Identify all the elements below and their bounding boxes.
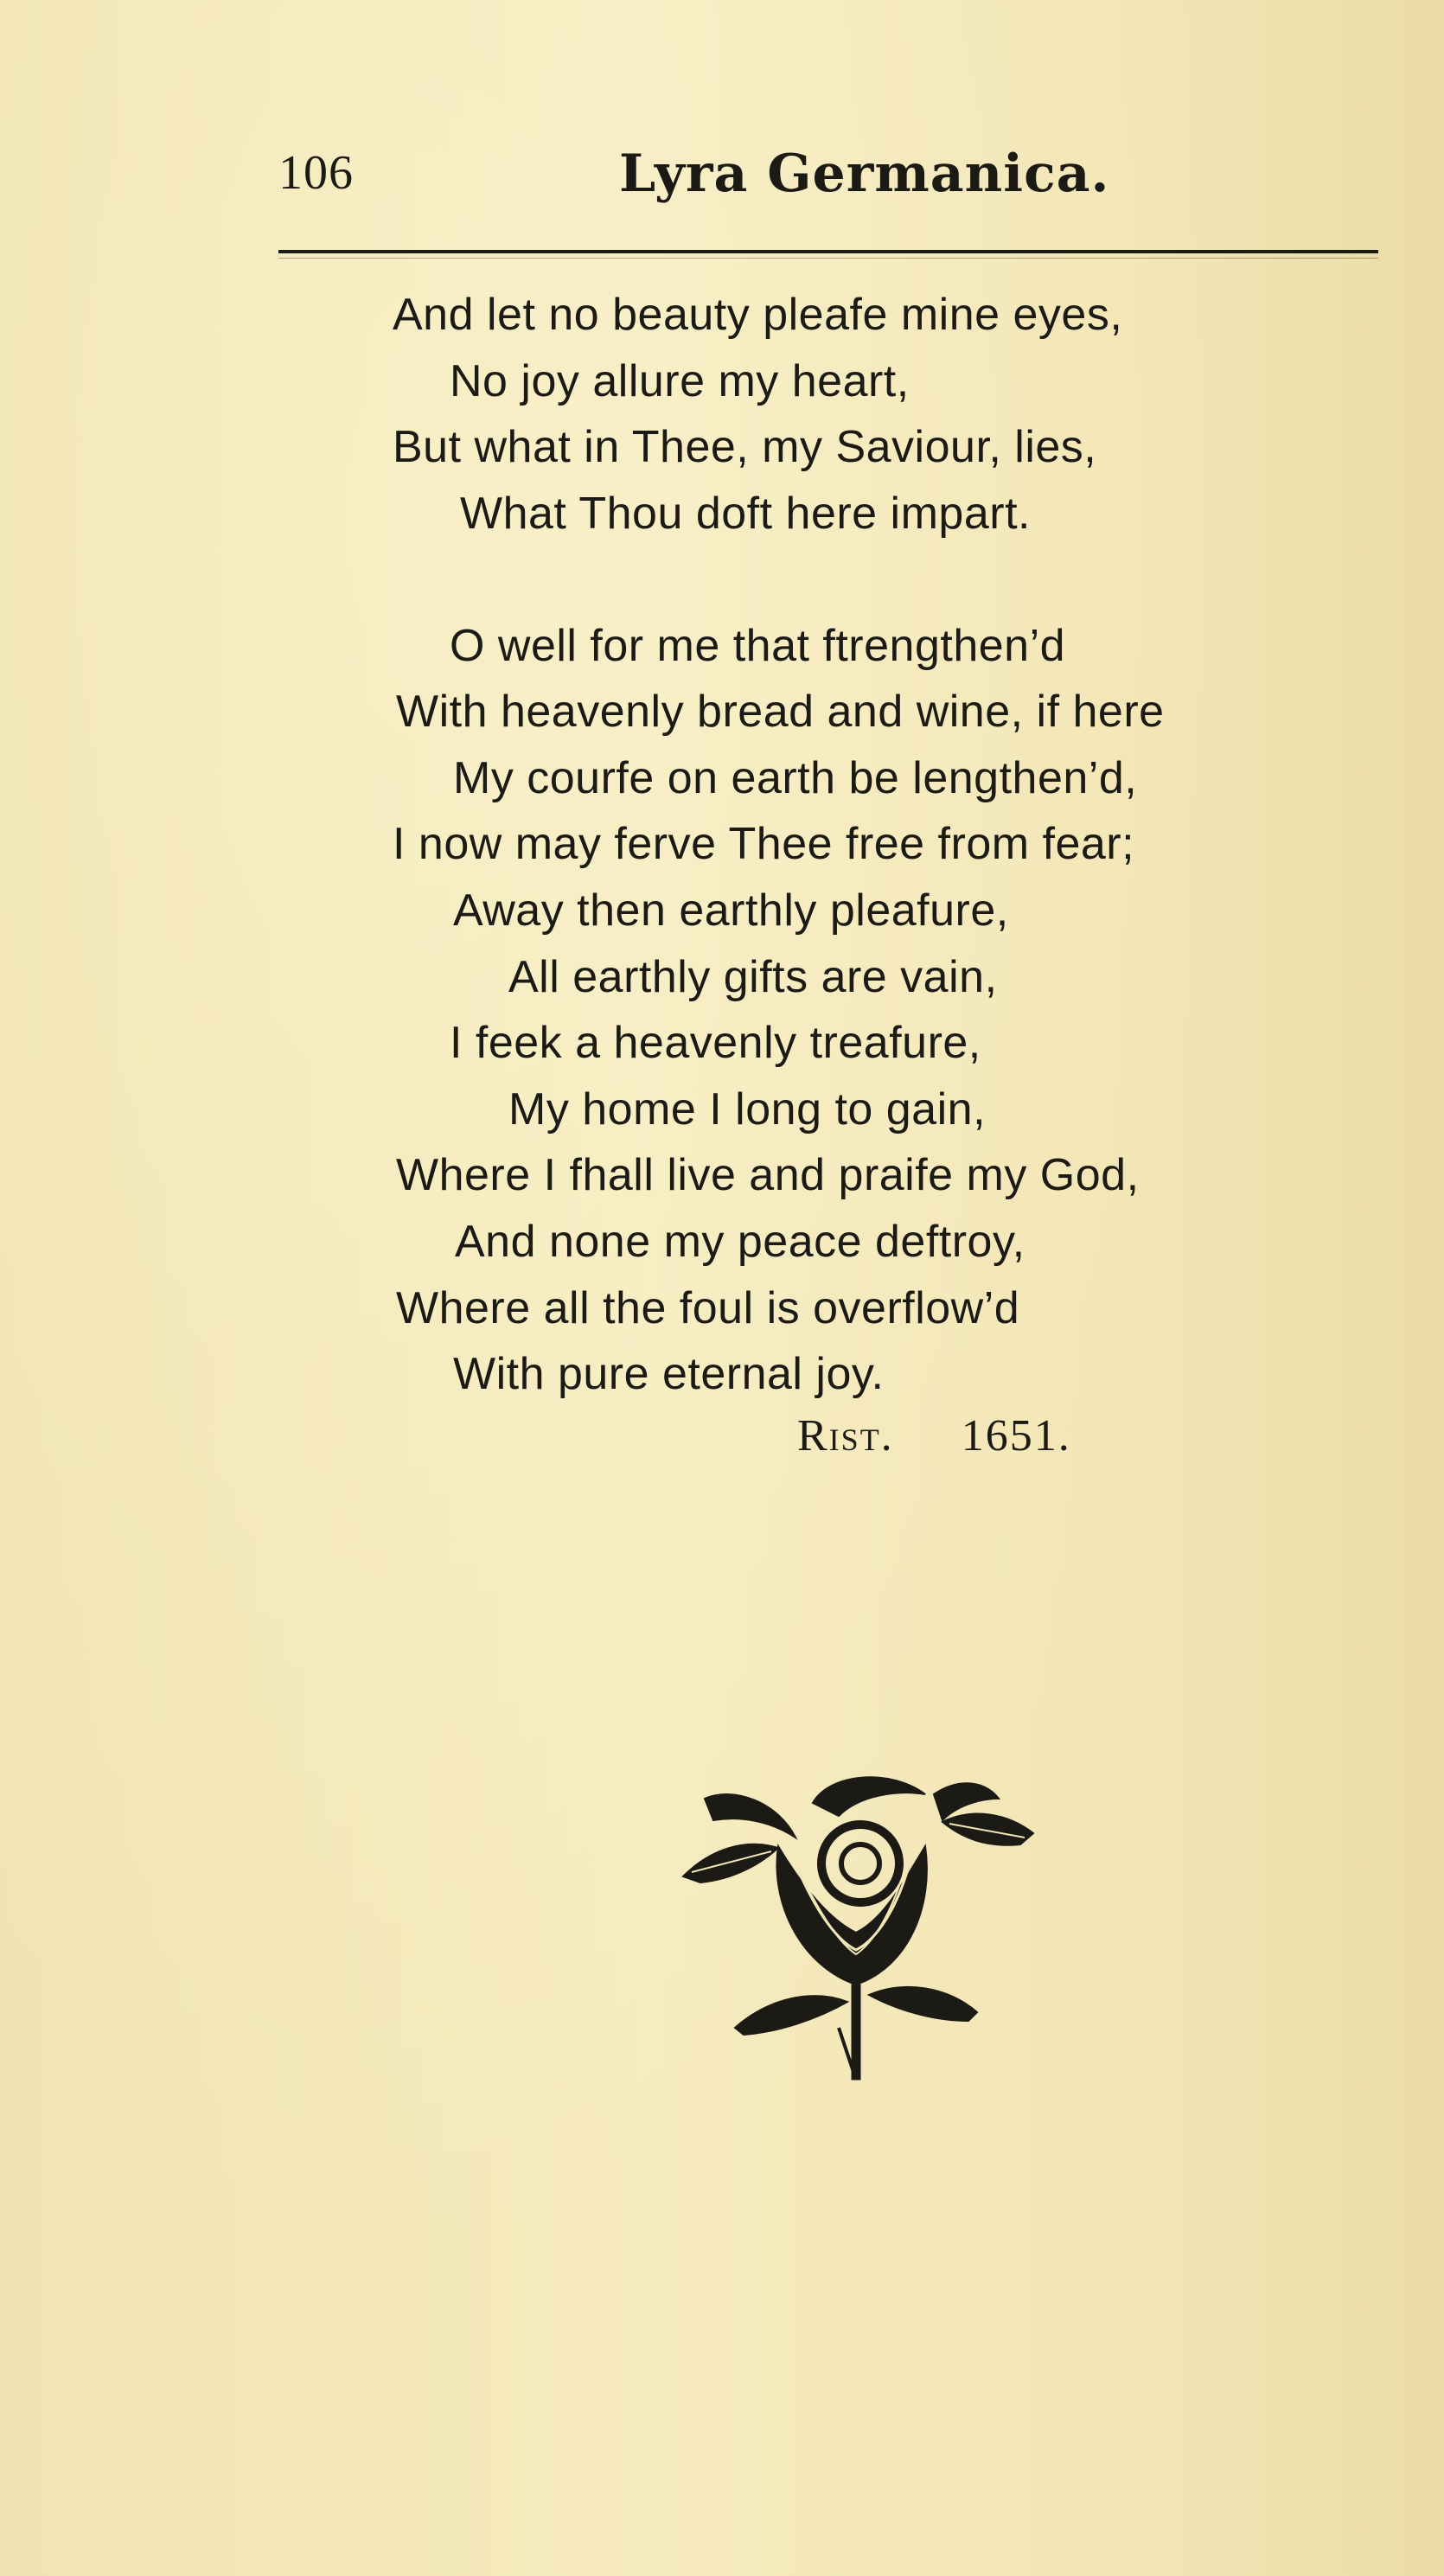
header-rule-shadow [278, 258, 1378, 259]
page-number: 106 [278, 146, 354, 200]
poem-line: And let no beauty pleafe mine eyes, [393, 290, 1123, 340]
running-title: Lyra Germanica. [619, 144, 1110, 204]
author-name: Rist. [797, 1411, 894, 1461]
poem-line: All earthly gifts are vain, [508, 952, 998, 1002]
poem-line: I now may ferve Thee free from fear; [393, 819, 1135, 869]
poem-line: Where all the foul is overflow’d [396, 1283, 1020, 1333]
floral-tailpiece-icon [674, 1768, 1038, 2088]
page-header [0, 145, 1444, 214]
poem-line: Where I fhall live and praife my God, [396, 1150, 1140, 1200]
poem-line: And none my peace deftroy, [455, 1217, 1025, 1267]
poem-line: Away then earthly pleafure, [453, 885, 1009, 936]
poem-attribution [797, 1410, 1071, 1461]
poem-line: My courfe on earth be lengthen’d, [453, 753, 1138, 803]
poem-line: O well for me that ftrengthen’d [450, 621, 1066, 671]
poem-year: 1651. [961, 1411, 1071, 1461]
header-rule [278, 250, 1378, 253]
poem-line: With heavenly bread and wine, if here [396, 687, 1165, 737]
poem-line: No joy allure my heart, [450, 356, 910, 406]
poem-line: With pure eternal joy. [453, 1349, 885, 1399]
poem-line: What Thou doft here impart. [460, 489, 1031, 539]
poem-line: But what in Thee, my Saviour, lies, [393, 422, 1097, 472]
poem-line: I feek a heavenly treafure, [450, 1018, 981, 1068]
poem-line: My home I long to gain, [508, 1084, 987, 1135]
